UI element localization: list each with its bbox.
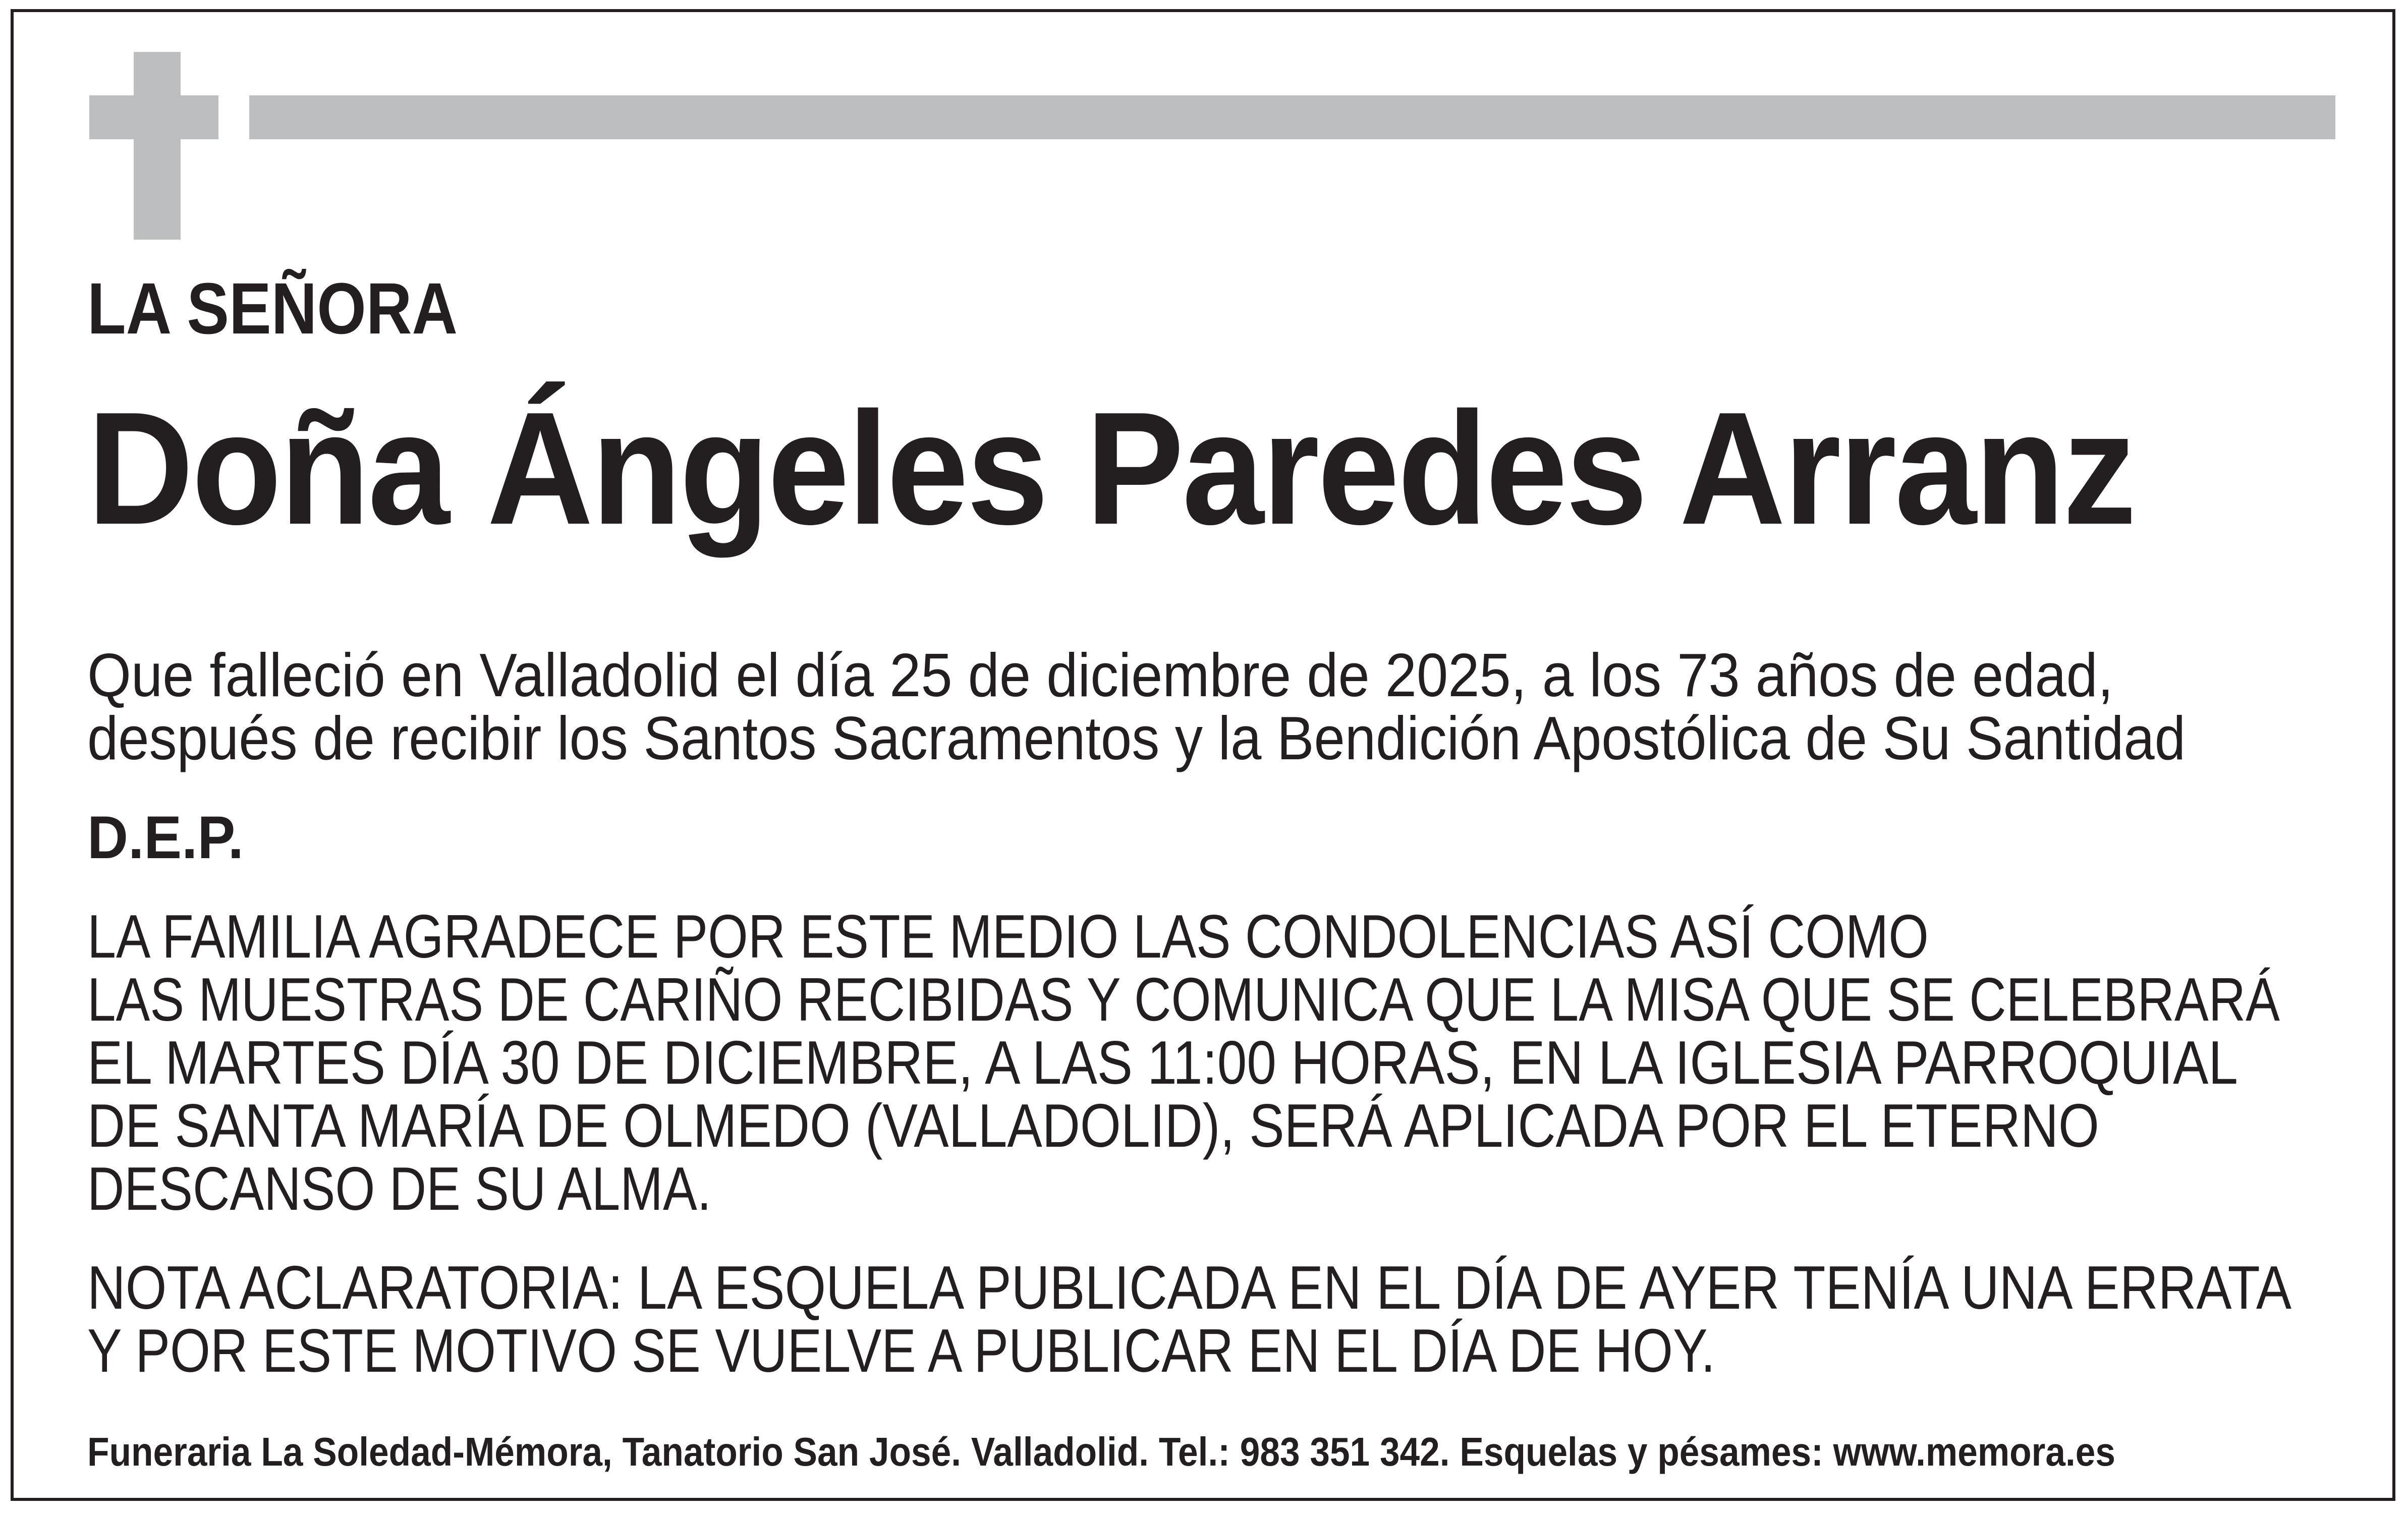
family-paragraph-line-5: DESCANSO DE SU ALMA. [87, 1154, 711, 1223]
funeral-home-footer: Funeraria La Soledad-Mémora, Tanatorio San José. Valladolid. Tel.: 983 351 342. Esquelas y pésames: www.memora.es [87, 1429, 2115, 1474]
honorific-label: LA SEÑORA [87, 268, 458, 349]
note-paragraph-line-1: NOTA ACLARATORIA: LA ESQUELA PUBLICADA EN EL DÍA DE AYER TENÍA UNA ERRATA [87, 1253, 2291, 1322]
cross-icon-arm [89, 95, 218, 139]
header-rule [249, 95, 2335, 139]
cross-icon [134, 52, 181, 240]
death-paragraph-line-2: después de recibir los Santos Sacramentos y la Bendición Apostólica de Su Santidad [87, 704, 2186, 772]
family-paragraph-line-4: DE SANTA MARÍA DE OLMEDO (VALLADOLID), SERÁ APLICADA POR EL ETERNO [87, 1091, 2099, 1160]
family-paragraph-line-1: LA FAMILIA AGRADECE POR ESTE MEDIO LAS CONDOLENCIAS ASÍ COMO [87, 902, 1929, 971]
family-paragraph-line-3: EL MARTES DÍA 30 DE DICIEMBRE, A LAS 11:00 HORAS, EN LA IGLESIA PARROQUIAL [87, 1028, 2238, 1097]
note-paragraph-line-2: Y POR ESTE MOTIVO SE VUELVE A PUBLICAR EN EL DÍA DE HOY. [87, 1316, 1715, 1385]
family-paragraph-line-2: LAS MUESTRAS DE CARIÑO RECIBIDAS Y COMUNICA QUE LA MISA QUE SE CELEBRARÁ [87, 965, 2280, 1034]
rip-label: D.E.P. [87, 804, 244, 871]
deceased-name: Doña Ángeles Paredes Arranz [87, 379, 2135, 558]
death-paragraph-line-1: Que falleció en Valladolid el día 25 de diciembre de 2025, a los 73 años de edad, [87, 641, 2113, 709]
